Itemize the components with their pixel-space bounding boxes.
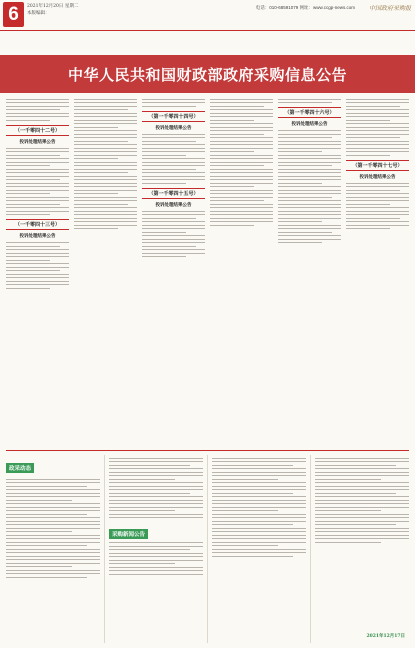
text-block [346, 183, 409, 230]
text-block [212, 458, 306, 557]
publication-logo: 中国政府采购报 [368, 5, 411, 12]
contact-info: 电话：010-68591079 网址：www.ccgp-news.com [255, 5, 355, 10]
text-block [278, 130, 341, 243]
section-title: （第一千零四十五号） [142, 188, 205, 199]
text-block [142, 134, 205, 184]
text-block [278, 99, 341, 104]
text-block [6, 479, 100, 578]
text-block [109, 542, 203, 575]
lower-column-4 [315, 455, 409, 643]
section-label: 采购新闻公告 [109, 529, 148, 539]
editor-line: 本版编辑： [27, 11, 50, 16]
footer-date: 2021年12月17日 [366, 634, 405, 639]
section-subtitle: 投诉处理结果公告 [19, 139, 56, 145]
text-block [6, 148, 69, 216]
banner-title: 中华人民共和国财政部政府采购信息公告 [67, 67, 347, 84]
section-subtitle: 投诉处理结果公告 [19, 234, 56, 239]
section-label: 政采动态 [6, 463, 34, 473]
column-3 [142, 96, 205, 446]
section-title: （第一千零四十四号） [142, 111, 205, 122]
column-5 [278, 96, 341, 446]
text-block [74, 99, 137, 230]
text-block [142, 211, 205, 258]
text-block [142, 99, 205, 107]
column-4 [210, 96, 273, 446]
section-title: （一千零四十二号） [6, 125, 69, 136]
text-block [346, 99, 409, 156]
text-block [6, 242, 69, 289]
lower-column-1 [6, 455, 100, 643]
column-separator [104, 455, 105, 643]
section-title: （一千零四十三号） [6, 219, 69, 230]
column-separator [310, 455, 311, 643]
text-block [315, 458, 409, 543]
page-header [0, 0, 415, 42]
text-block [210, 99, 273, 226]
text-block [6, 99, 69, 121]
section-subtitle: 投诉处理结果公告 [291, 122, 328, 127]
section-subtitle: 投诉处理结果公告 [155, 202, 192, 208]
header-rule [0, 30, 415, 31]
lower-column-3 [212, 455, 306, 643]
page-number-badge: 6 [3, 2, 24, 27]
section-subtitle: 投诉处理结果公告 [155, 125, 192, 131]
column-separator [207, 455, 208, 643]
column-2 [74, 96, 137, 446]
section-title: （第一千零四十六号） [278, 107, 341, 118]
column-6 [346, 96, 409, 446]
column-1 [6, 96, 69, 446]
text-block [109, 458, 203, 519]
lower-section [6, 455, 409, 643]
announcement-columns [6, 96, 409, 446]
section-title: （第一千零四十七号） [346, 160, 409, 171]
lower-column-2 [109, 455, 203, 643]
section-divider [6, 450, 409, 451]
issue-date: 2021年12月20日 星期二 [27, 4, 79, 9]
section-subtitle: 投诉处理结果公告 [359, 174, 396, 180]
